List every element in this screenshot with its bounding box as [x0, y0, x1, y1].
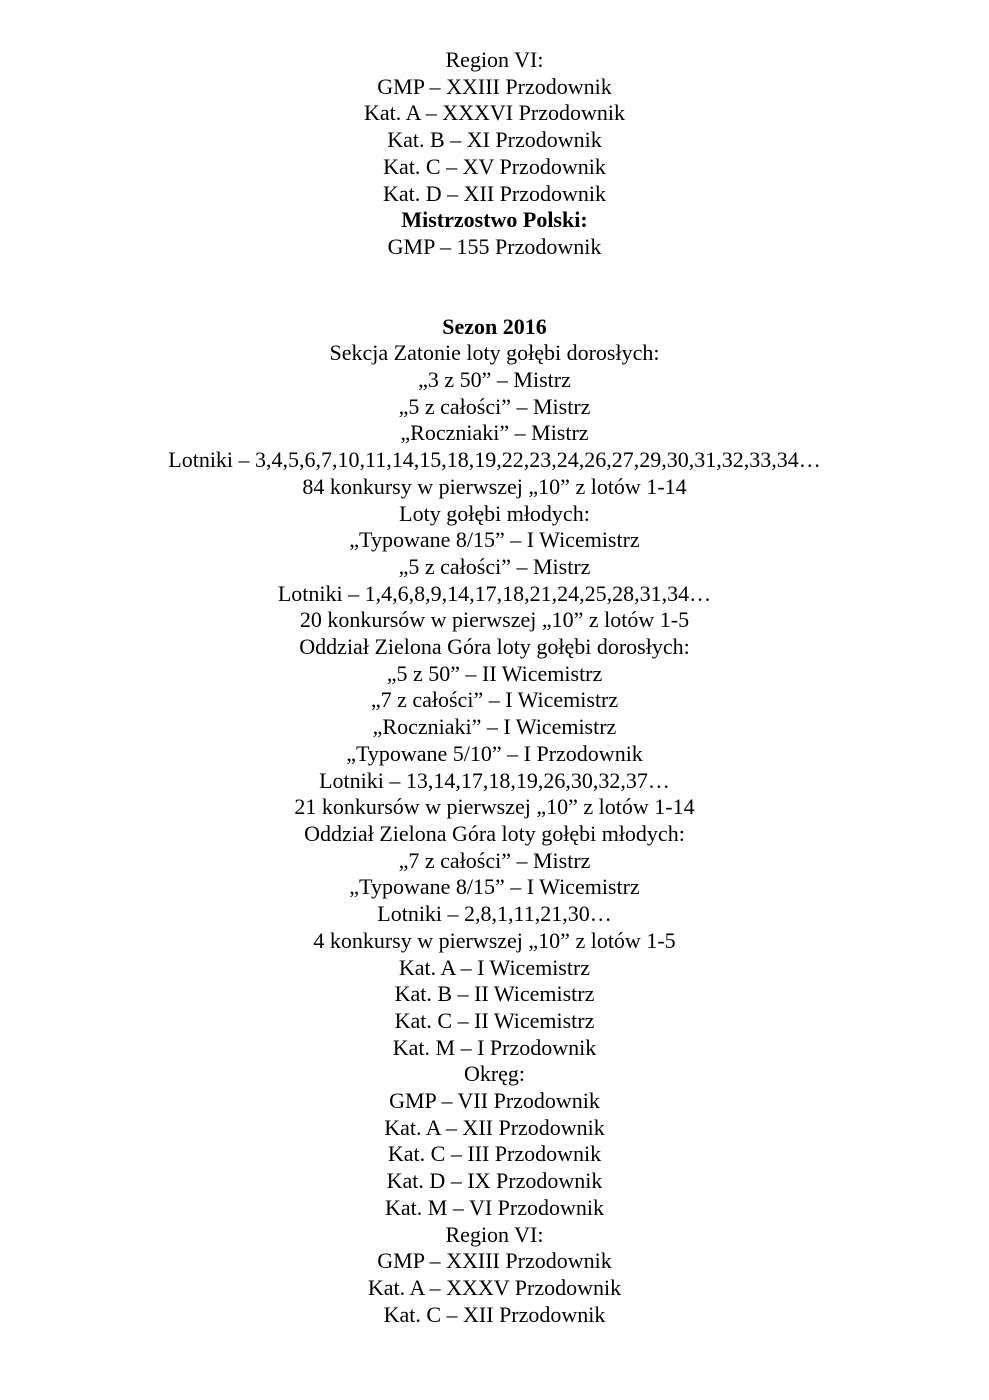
text-line: Kat. C – XV Przodownik — [383, 153, 606, 179]
text-line: 20 konkursów w pierwszej „10” z lotów 1-5 — [299, 607, 690, 633]
text-line: „7 z całości” – I Wicemistrz — [370, 687, 619, 713]
blank-gap — [0, 261, 989, 314]
text-line: GMP – XXIII Przodownik — [377, 73, 612, 99]
text-line: Lotniki – 1,4,6,8,9,14,17,18,21,24,25,28,31,34… — [277, 580, 712, 606]
text-line: Lotniki – 13,14,17,18,19,26,30,32,37… — [319, 767, 670, 793]
text-line: GMP – VII Przodownik — [389, 1088, 600, 1114]
text-line: Lotniki – 2,8,1,11,21,30… — [377, 901, 612, 927]
text-line: Sekcja Zatonie loty gołębi dorosłych: — [329, 340, 660, 366]
text-line: Kat. A – XII Przodownik — [384, 1114, 605, 1140]
document-body — [0, 47, 989, 1328]
text-line: „5 z całości” – Mistrz — [398, 553, 591, 579]
text-line: „Typowane 8/15” – I Wicemistrz — [349, 874, 640, 900]
text-line: „Roczniaki” – I Wicemistrz — [372, 714, 617, 740]
text-line: Kat. B – XI Przodownik — [387, 127, 602, 153]
text-line: „Typowane 8/15” – I Wicemistrz — [349, 527, 640, 553]
text-line: Kat. C – II Wicemistrz — [394, 1007, 595, 1033]
text-line: Region VI: — [445, 1221, 544, 1247]
text-line: Lotniki – 3,4,5,6,7,10,11,14,15,18,19,22,23,24,26,27,29,30,31,32,33,34… — [168, 447, 821, 473]
text-line: Kat. B – II Wicemistrz — [394, 981, 595, 1007]
text-line: Kat. M – VI Przodownik — [385, 1194, 604, 1220]
text-line: 84 konkursy w pierwszej „10” z lotów 1-14 — [302, 473, 687, 499]
text-line: „5 z 50” – II Wicemistrz — [386, 660, 603, 686]
text-line: „Roczniaki” – Mistrz — [400, 420, 589, 446]
section-heading: Mistrzostwo Polski: — [401, 207, 588, 233]
text-line: „Typowane 5/10” – I Przodownik — [346, 740, 643, 766]
text-line: Kat. C – XII Przodownik — [383, 1301, 606, 1327]
text-line: 21 konkursów w pierwszej „10” z lotów 1-14 — [294, 794, 695, 820]
text-line: Oddział Zielona Góra loty gołębi dorosłych: — [299, 634, 690, 660]
text-line: GMP – 155 Przodownik — [387, 233, 602, 259]
text-line: Kat. A – I Wicemistrz — [398, 954, 591, 980]
text-line: „7 z całości” – Mistrz — [398, 847, 591, 873]
text-line: Oddział Zielona Góra loty gołębi młodych: — [304, 820, 685, 846]
text-line: 4 konkursy w pierwszej „10” z lotów 1-5 — [313, 927, 676, 953]
text-line: Kat. A – XXXV Przodownik — [367, 1274, 622, 1300]
text-line: Loty gołębi młodych: — [399, 500, 590, 526]
text-line: Kat. D – XII Przodownik — [382, 180, 607, 206]
text-line: „5 z całości” – Mistrz — [398, 393, 591, 419]
text-line: Kat. C – III Przodownik — [387, 1141, 602, 1167]
text-line: Kat. D – IX Przodownik — [386, 1168, 603, 1194]
text-line: GMP – XXIII Przodownik — [377, 1248, 612, 1274]
text-line: Kat. A – XXXVI Przodownik — [364, 100, 625, 126]
text-line: Okręg: — [463, 1061, 526, 1087]
season-heading: Sezon 2016 — [442, 313, 547, 339]
text-line: „3 z 50” – Mistrz — [418, 367, 571, 393]
text-line: Kat. M – I Przodownik — [392, 1034, 597, 1060]
text-line: Region VI: — [445, 47, 544, 72]
